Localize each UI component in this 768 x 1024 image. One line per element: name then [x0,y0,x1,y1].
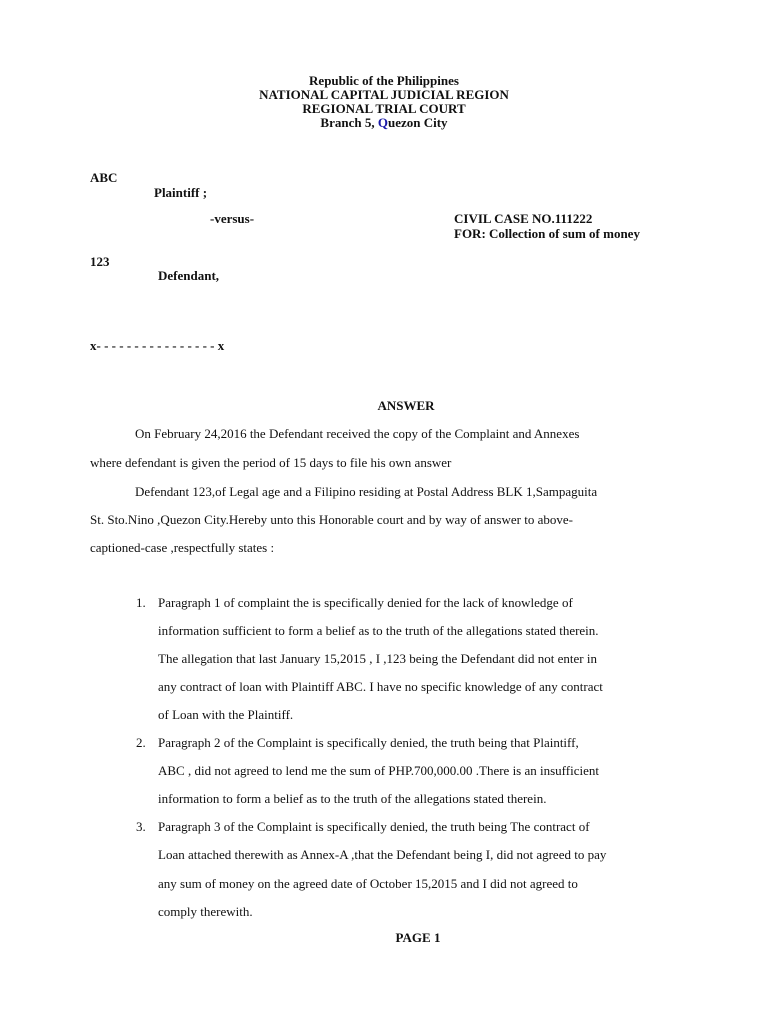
caption-separator: x- - - - - - - - - - - - - - - - x [90,338,225,353]
intro-line: where defendant is given the period of 15 days to file his own answer [90,455,452,470]
paragraph-1-line: The allegation that last January 15,2015 , I ,123 being the Defendant did not enter in [158,651,597,666]
header-republic: Republic of the Philippines [309,73,459,88]
plaintiff-label: Plaintiff ; [154,185,208,200]
header-branch-pre: Branch 5, [320,115,378,130]
intro-line: On February 24,2016 the Defendant received the copy of the Complaint and Annexes [135,426,580,441]
paragraph-3-number: 3. [136,819,146,834]
paragraph-2-line: information to form a belief as to the truth of the allegations stated therein. [158,791,547,806]
paragraph-1-line: Paragraph 1 of complaint the is specifically denied for the lack of knowledge of [158,595,573,610]
header-judicial-region: NATIONAL CAPITAL JUDICIAL REGION [259,87,509,102]
intro-line: St. Sto.Nino ,Quezon City.Hereby unto this Honorable court and by way of answer to above- [90,512,573,527]
paragraph-3-line: comply therewith. [158,904,253,919]
intro-line: captioned-case ,respectfully states : [90,540,275,555]
paragraph-1-number: 1. [136,595,146,610]
paragraph-3-line: Paragraph 3 of the Complaint is specifically denied, the truth being The contract of [158,819,590,834]
defendant-label: Defendant, [158,268,220,283]
paragraph-3-line: any sum of money on the agreed date of October 15,2015 and I did not agreed to [158,876,578,891]
header-branch [0,115,768,130]
paragraph-3-line: Loan attached therewith as Annex-A ,that the Defendant being I, did not agreed to pay [158,847,607,862]
case-number: CIVIL CASE NO.111222 [454,211,593,226]
page-number: PAGE 1 [395,930,441,945]
paragraph-2-number: 2. [136,735,146,750]
case-for: FOR: Collection of sum of money [454,226,640,241]
versus-label: -versus- [210,211,255,226]
paragraph-2-line: ABC , did not agreed to lend me the sum of PHP.700,000.00 .There is an insufficient [158,763,599,778]
header-branch-post: uezon City [387,115,448,130]
plaintiff-name: ABC [90,170,118,185]
intro-line: Defendant 123,of Legal age and a Filipino residing at Postal Address BLK 1,Sampaguita [135,484,598,499]
paragraph-1-line: any contract of loan with Plaintiff ABC. I have no specific knowledge of any contract [158,679,603,694]
header-court: REGIONAL TRIAL COURT [302,101,466,116]
header-branch-q: Q [377,115,388,130]
paragraph-1-line: information sufficient to form a belief as to the truth of the allegations stated therein. [158,623,599,638]
paragraph-2-line: Paragraph 2 of the Complaint is specifically denied, the truth being that Plaintiff, [158,735,579,750]
defendant-name: 123 [90,254,110,269]
paragraph-1-line: of Loan with the Plaintiff. [158,707,294,722]
document-title: ANSWER [377,398,435,413]
